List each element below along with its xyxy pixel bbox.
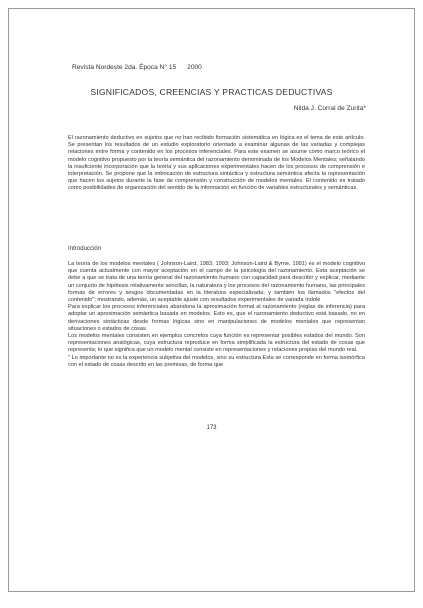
journal-header: Revista Nordeste 2da. Época N° 15 2000 [72,64,202,71]
article-title: SIGNIFICADOS, CREENCIAS Y PRACTICAS DEDUCTIVAS [90,87,333,97]
page-number: 173 [206,425,217,431]
abstract: El razonamiento deductivo en sujetos que no han recibido formación sistemática en lógica es el tema de este artículo. Se presentan los resultados de un estudio exploratorio orientado a examinar algunas de las variadas y complejas relaciones entre forma y contenido en los procesos inferenciales. Para este examen se asume como marco teórico el modelo cognitivo propuesto por la teoría semántica del razonamiento denominada de los Modelos Mentales; señalando la insuficiente incorporación que la teoría y sus aplicaciones experimentales hacen de los procesos de comprensión e interpretación. Se propone que la imbricación de estructura sintáctica y estructura semántica afecta la representación que hacen los sujetos durante la fase de comprensión y construcción de modelos mentales. El contenido es tratado como posibilidades de organización del sentido de la información en función de variables estructurales y semánticas. [68,135,365,192]
paragraph: Para explicar los procesos inferenciales abandona la aproximación formal al razonamiento (reglas de inferencia) para adoptar un aproximación semántica basada en modelos. Esto es, que el razonamiento deductivo está basado, no en derivaciones sintácticas desde formas lógicas sino en manipulaciones de modelos mentales que representan situaciones o estados de cosas. [68,304,365,332]
paragraph: Los modelos mentales consisten en ejemplos concretos cuya función es representar posibles estados del mundo. Son representaciones analógicas, cuya estructura reproduce en forma simplificada la estructura del estado de cosas que representa; lo que significa que un modelo mental consiste en representaciones y relaciones propias del mundo real. [68,333,365,354]
document-page [8,8,415,592]
paragraph: La teoría de los modelos mentales ( Johnson-Laird, 1983, 1993; Johnson-Laird & Byrne, 1991) es el modelo cognitivo que cuenta actualmente con mayor aceptación en el campo de la psicología del razonamiento. Esta aceptación se debe a que se trata de una teoría general del razonamiento humano con capacidad para describir y explicar, mediante un conjunto de hipótesis relativamente sencillas, la naturaleza y los procesos del razonamiento humano, las principales formas de errores y sesgos documentadas en la literatura especializada; y también los llamados "efectos del contenido"; mostrando, además, un aceptable ajuste con resultados experimentales de variada índole [68,261,365,304]
body-text [68,261,365,369]
author-name: Nilda J. Corral de Zurita* [293,105,366,112]
paragraph: " Lo importante no es la experiencia subjetiva del modelos, sino su estructura Esta se corresponde en forma isomórfica con el estado de cosas descrito en las premisas, de forma que [68,354,365,368]
section-heading: Introducción [68,245,102,252]
